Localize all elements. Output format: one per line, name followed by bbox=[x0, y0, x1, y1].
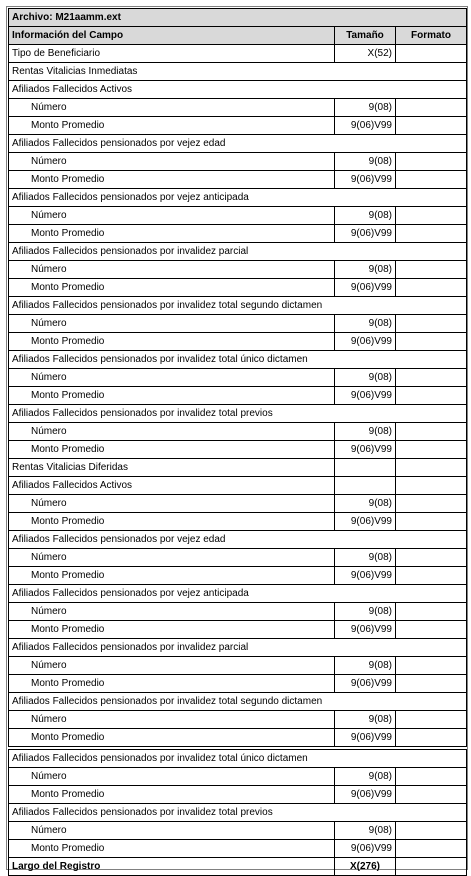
field-format bbox=[396, 513, 467, 531]
section-label: Afiliados Fallecidos pensionados por invalidez parcial bbox=[9, 639, 467, 657]
field-label: Monto Promedio bbox=[9, 729, 335, 747]
field-format bbox=[396, 768, 467, 786]
field-size: 9(08) bbox=[335, 423, 396, 441]
field-size: 9(06)V99 bbox=[335, 225, 396, 243]
field-size: 9(08) bbox=[335, 495, 396, 513]
section-label: Afiliados Fallecidos pensionados por invalidez parcial bbox=[9, 243, 467, 261]
sub-field-row bbox=[9, 822, 467, 840]
field-format bbox=[396, 441, 467, 459]
sub-field-row bbox=[9, 117, 467, 135]
field-label: Número bbox=[9, 423, 335, 441]
field-size: X(52) bbox=[335, 45, 396, 63]
field-format bbox=[396, 45, 467, 63]
sub-field-row bbox=[9, 729, 467, 747]
field-format bbox=[396, 99, 467, 117]
field-size: 9(08) bbox=[335, 657, 396, 675]
section-row bbox=[9, 585, 467, 603]
field-size: 9(06)V99 bbox=[335, 333, 396, 351]
section-row bbox=[9, 804, 467, 822]
field-format bbox=[396, 117, 467, 135]
field-label: Monto Promedio bbox=[9, 279, 335, 297]
field-size: 9(08) bbox=[335, 153, 396, 171]
section-label: Afiliados Fallecidos pensionados por invalidez total único dictamen bbox=[9, 750, 467, 768]
sub-field-row bbox=[9, 369, 467, 387]
sub-field-row bbox=[9, 567, 467, 585]
field-format bbox=[396, 495, 467, 513]
section-row bbox=[9, 135, 467, 153]
sub-field-row bbox=[9, 207, 467, 225]
section-label: Afiliados Fallecidos pensionados por invalidez total segundo dictamen bbox=[9, 297, 467, 315]
field-label: Número bbox=[9, 153, 335, 171]
field-size bbox=[335, 477, 396, 495]
section-row bbox=[9, 351, 467, 369]
field-size: 9(08) bbox=[335, 768, 396, 786]
field-size: 9(06)V99 bbox=[335, 840, 396, 858]
field-label: Número bbox=[9, 207, 335, 225]
section-label: Afiliados Fallecidos pensionados por vejez anticipada bbox=[9, 189, 467, 207]
sub-field-row bbox=[9, 225, 467, 243]
field-size: 9(06)V99 bbox=[335, 387, 396, 405]
document-table-container bbox=[8, 8, 466, 876]
field-label: Número bbox=[9, 549, 335, 567]
field-format bbox=[396, 423, 467, 441]
field-size: 9(08) bbox=[335, 369, 396, 387]
section-row bbox=[9, 639, 467, 657]
section-row bbox=[9, 81, 467, 99]
sub-field-row bbox=[9, 99, 467, 117]
section-label: Afiliados Fallecidos pensionados por vejez anticipada bbox=[9, 585, 467, 603]
field-format bbox=[396, 711, 467, 729]
field-format bbox=[396, 603, 467, 621]
sub-field-row bbox=[9, 840, 467, 858]
field-size bbox=[335, 459, 396, 477]
field-format bbox=[396, 261, 467, 279]
field-label: Monto Promedio bbox=[9, 171, 335, 189]
record-layout-table bbox=[8, 8, 467, 876]
section-row bbox=[9, 405, 467, 423]
field-format bbox=[396, 369, 467, 387]
field-row bbox=[9, 459, 467, 477]
sub-field-row bbox=[9, 387, 467, 405]
field-format bbox=[396, 171, 467, 189]
field-size: 9(06)V99 bbox=[335, 567, 396, 585]
sub-field-row bbox=[9, 768, 467, 786]
field-format bbox=[396, 567, 467, 585]
record-length-value: X(276) bbox=[335, 858, 396, 876]
sub-field-row bbox=[9, 279, 467, 297]
sub-field-row bbox=[9, 786, 467, 804]
header-formato: Formato bbox=[396, 27, 467, 45]
section-row bbox=[9, 189, 467, 207]
field-label: Número bbox=[9, 768, 335, 786]
section-label: Afiliados Fallecidos pensionados por invalidez total previos bbox=[9, 804, 467, 822]
section-row bbox=[9, 63, 467, 81]
sub-field-row bbox=[9, 621, 467, 639]
field-format bbox=[396, 459, 467, 477]
sub-field-row bbox=[9, 495, 467, 513]
field-label: Monto Promedio bbox=[9, 567, 335, 585]
footer-row bbox=[9, 858, 467, 876]
field-label: Número bbox=[9, 99, 335, 117]
field-format bbox=[396, 786, 467, 804]
field-format bbox=[396, 207, 467, 225]
field-format bbox=[396, 729, 467, 747]
section-row bbox=[9, 531, 467, 549]
field-format bbox=[396, 477, 467, 495]
field-size: 9(08) bbox=[335, 549, 396, 567]
field-size: 9(06)V99 bbox=[335, 729, 396, 747]
field-row bbox=[9, 45, 467, 63]
header-campo: Información del Campo bbox=[9, 27, 335, 45]
field-label: Rentas Vitalicias Diferidas bbox=[9, 459, 335, 477]
sub-field-row bbox=[9, 603, 467, 621]
field-size: 9(08) bbox=[335, 822, 396, 840]
field-label: Monto Promedio bbox=[9, 387, 335, 405]
sub-field-row bbox=[9, 657, 467, 675]
field-format bbox=[396, 153, 467, 171]
field-format bbox=[396, 279, 467, 297]
field-size: 9(06)V99 bbox=[335, 279, 396, 297]
field-label: Tipo de Beneficiario bbox=[9, 45, 335, 63]
section-row bbox=[9, 750, 467, 768]
field-format bbox=[396, 621, 467, 639]
field-label: Monto Promedio bbox=[9, 225, 335, 243]
field-format bbox=[396, 840, 467, 858]
field-format bbox=[396, 315, 467, 333]
field-label: Número bbox=[9, 369, 335, 387]
section-label: Afiliados Fallecidos pensionados por vejez edad bbox=[9, 135, 467, 153]
field-format bbox=[396, 333, 467, 351]
field-label: Monto Promedio bbox=[9, 621, 335, 639]
field-size: 9(06)V99 bbox=[335, 513, 396, 531]
field-label: Afiliados Fallecidos Activos bbox=[9, 477, 335, 495]
field-size: 9(06)V99 bbox=[335, 621, 396, 639]
field-size: 9(08) bbox=[335, 99, 396, 117]
section-label: Rentas Vitalicias Inmediatas bbox=[9, 63, 467, 81]
field-format bbox=[396, 822, 467, 840]
sub-field-row bbox=[9, 441, 467, 459]
section-row bbox=[9, 297, 467, 315]
field-label: Número bbox=[9, 495, 335, 513]
field-label: Monto Promedio bbox=[9, 786, 335, 804]
sub-field-row bbox=[9, 513, 467, 531]
field-row bbox=[9, 477, 467, 495]
section-label: Afiliados Fallecidos Activos bbox=[9, 81, 467, 99]
sub-field-row bbox=[9, 333, 467, 351]
field-format bbox=[396, 858, 467, 876]
field-format bbox=[396, 549, 467, 567]
section-label: Afiliados Fallecidos pensionados por vejez edad bbox=[9, 531, 467, 549]
field-label: Número bbox=[9, 711, 335, 729]
field-label: Monto Promedio bbox=[9, 513, 335, 531]
sub-field-row bbox=[9, 549, 467, 567]
field-format bbox=[396, 675, 467, 693]
field-format bbox=[396, 387, 467, 405]
file-title: Archivo: M21aamm.ext bbox=[9, 9, 467, 27]
field-label: Monto Promedio bbox=[9, 333, 335, 351]
field-label: Monto Promedio bbox=[9, 840, 335, 858]
field-size: 9(06)V99 bbox=[335, 117, 396, 135]
field-label: Número bbox=[9, 657, 335, 675]
section-label: Afiliados Fallecidos pensionados por invalidez total previos bbox=[9, 405, 467, 423]
field-label: Número bbox=[9, 315, 335, 333]
sub-field-row bbox=[9, 261, 467, 279]
field-label: Número bbox=[9, 261, 335, 279]
sub-field-row bbox=[9, 423, 467, 441]
header-row bbox=[9, 27, 467, 45]
sub-field-row bbox=[9, 675, 467, 693]
section-label: Afiliados Fallecidos pensionados por invalidez total único dictamen bbox=[9, 351, 467, 369]
field-size: 9(06)V99 bbox=[335, 675, 396, 693]
sub-field-row bbox=[9, 315, 467, 333]
header-tamano: Tamaño bbox=[335, 27, 396, 45]
field-size: 9(08) bbox=[335, 261, 396, 279]
field-format bbox=[396, 657, 467, 675]
field-label: Monto Promedio bbox=[9, 441, 335, 459]
field-label: Monto Promedio bbox=[9, 117, 335, 135]
section-label: Afiliados Fallecidos pensionados por invalidez total segundo dictamen bbox=[9, 693, 467, 711]
sub-field-row bbox=[9, 171, 467, 189]
sub-field-row bbox=[9, 711, 467, 729]
field-format bbox=[396, 225, 467, 243]
section-row bbox=[9, 693, 467, 711]
field-label: Monto Promedio bbox=[9, 675, 335, 693]
field-size: 9(06)V99 bbox=[335, 171, 396, 189]
field-size: 9(08) bbox=[335, 711, 396, 729]
record-length-label: Largo del Registro bbox=[9, 858, 335, 876]
sub-field-row bbox=[9, 153, 467, 171]
field-size: 9(08) bbox=[335, 315, 396, 333]
field-size: 9(06)V99 bbox=[335, 786, 396, 804]
field-label: Número bbox=[9, 822, 335, 840]
file-title-row bbox=[9, 9, 467, 27]
field-size: 9(08) bbox=[335, 207, 396, 225]
field-label: Número bbox=[9, 603, 335, 621]
field-size: 9(08) bbox=[335, 603, 396, 621]
field-size: 9(06)V99 bbox=[335, 441, 396, 459]
section-row bbox=[9, 243, 467, 261]
